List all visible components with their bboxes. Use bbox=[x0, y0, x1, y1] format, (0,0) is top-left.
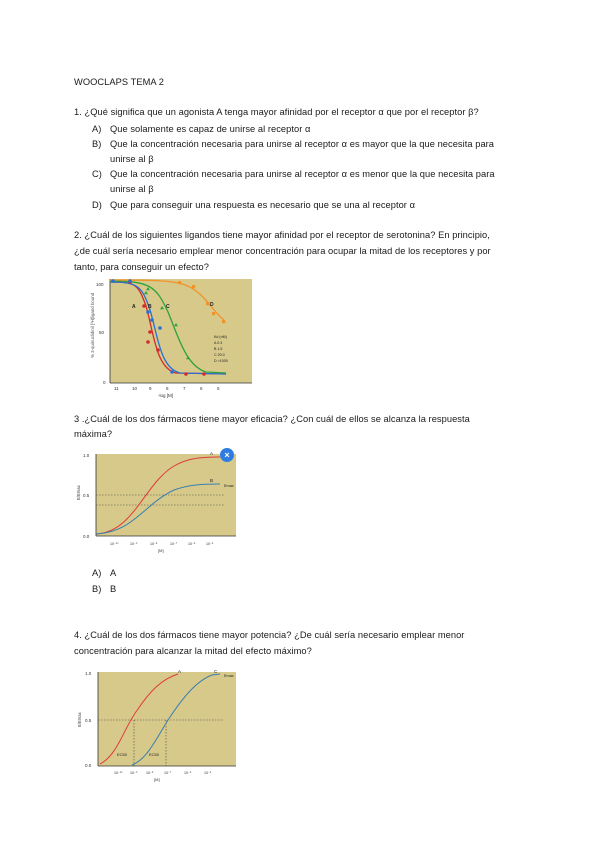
curve-label-b: B bbox=[210, 478, 214, 483]
question-2-line-3: tanto, para conseguir un efecto? bbox=[74, 262, 209, 272]
emax-label: Emax bbox=[224, 674, 234, 678]
x-tick: 6 bbox=[200, 386, 203, 391]
question-3-line-1: 3 .¿Cuál de los dos fármacos tiene mayor eficacia? ¿Con cuál de ellos se alcanza la respuesta bbox=[74, 414, 470, 424]
x-axis-label: [M] bbox=[158, 548, 164, 553]
x-tick: 10⁻⁶ bbox=[184, 771, 192, 775]
y-tick: 1.0 bbox=[83, 453, 90, 458]
x-tick: 9 bbox=[149, 386, 152, 391]
x-tick: 10⁻⁹ bbox=[130, 771, 138, 775]
question-4-line-2: concentración para alcanzar la mitad del efecto máximo? bbox=[74, 646, 312, 656]
plot-background bbox=[110, 279, 252, 383]
x-tick: 10⁻⁸ bbox=[150, 542, 158, 546]
q1-option-d-text[interactable]: Que para conseguir una respuesta es necesario que se una al receptor α bbox=[110, 200, 416, 210]
y-tick: 1.0 bbox=[85, 671, 92, 676]
y-tick-50: 50 bbox=[99, 330, 105, 335]
q3-option-a-letter: A) bbox=[92, 568, 102, 578]
ec50-label-c: EC50 bbox=[149, 752, 160, 757]
x-tick: 11 bbox=[114, 386, 119, 391]
potency-curves-figure bbox=[74, 663, 240, 785]
doc-title: WOOCLAPS TEMA 2 bbox=[74, 77, 164, 87]
x-tick: 5 bbox=[217, 386, 220, 391]
q3-option-b-text[interactable]: B bbox=[110, 584, 117, 594]
x-tick: 10 bbox=[132, 386, 138, 391]
y-axis-label: % 3-quinuclidinil [³H]ligand bound bbox=[90, 292, 95, 358]
efficacy-curves-figure bbox=[74, 444, 240, 558]
q1-option-c-letter: C) bbox=[92, 169, 102, 179]
curve-label-d: D bbox=[210, 302, 214, 308]
q3-option-b-letter: B) bbox=[92, 584, 102, 594]
curve-label-a: A bbox=[132, 304, 136, 310]
x-tick: 10⁻⁹ bbox=[130, 542, 138, 546]
curve-label-c: C bbox=[166, 304, 170, 310]
legend-title: Kd (nM) bbox=[214, 335, 227, 339]
question-2-line-1: 2. ¿Cuál de los siguientes ligandos tiene mayor afinidad por el receptor de serotonina? En principio, bbox=[74, 230, 490, 240]
legend-entry: C 20.0 bbox=[214, 353, 225, 357]
curve-label-a: A bbox=[178, 669, 182, 674]
x-tick: 10⁻¹⁰ bbox=[114, 771, 123, 775]
q1-option-c-text-cont[interactable]: unirse al β bbox=[110, 184, 154, 194]
q1-option-d-letter: D) bbox=[92, 200, 102, 210]
close-icon-glyph: × bbox=[224, 450, 230, 460]
x-axis-label: -log [M] bbox=[158, 393, 174, 398]
q1-option-c-text[interactable]: Que la concentración necesaria para unirse al receptor α es menor que la que necesita para bbox=[110, 169, 495, 179]
x-tick: 10⁻¹⁰ bbox=[110, 542, 119, 546]
y-tick: 0.0 bbox=[85, 763, 92, 768]
x-tick: 10⁻⁷ bbox=[170, 542, 178, 546]
legend-entry: B 1.5 bbox=[214, 347, 223, 351]
curve-label-a: A bbox=[210, 451, 214, 456]
question-1-text: 1. ¿Qué significa que un agonista A tenga mayor afinidad por el receptor α que por el receptor β? bbox=[74, 107, 479, 117]
question-2-line-2: ¿de cuál sería necesario emplear menor concentración para ocupar la mitad de los receptores y por bbox=[74, 246, 491, 256]
curve-label-c: C bbox=[214, 669, 218, 674]
ec50-label-a: EC50 bbox=[117, 752, 128, 757]
curve-label-b: B bbox=[148, 304, 152, 310]
y-tick-100: 100 bbox=[96, 282, 104, 287]
emax-label: Emax bbox=[224, 484, 234, 488]
y-tick: 0.5 bbox=[85, 718, 92, 723]
legend-entry: D >1000 bbox=[214, 359, 228, 363]
legend-entry: A 0.3 bbox=[214, 341, 223, 345]
x-tick: 10⁻⁷ bbox=[164, 771, 172, 775]
x-axis-label: [M] bbox=[154, 777, 160, 782]
y-axis-label: E/Emax bbox=[77, 712, 82, 727]
q3-option-a-text[interactable]: A bbox=[110, 568, 117, 578]
x-tick: 7 bbox=[183, 386, 186, 391]
x-tick: 10⁻⁸ bbox=[146, 771, 154, 775]
q1-option-b-letter: B) bbox=[92, 139, 102, 149]
x-tick: 10⁻⁵ bbox=[204, 771, 212, 775]
q1-option-a-letter: A) bbox=[92, 124, 102, 134]
q1-option-b-text[interactable]: Que la concentración necesaria para unirse al receptor α es mayor que la que necesita para bbox=[110, 139, 495, 149]
q1-option-a-text[interactable]: Que solamente es capaz de unirse al receptor α bbox=[110, 124, 311, 134]
question-3-line-2: máxima? bbox=[74, 429, 113, 439]
y-tick-0: 0 bbox=[103, 380, 106, 385]
y-axis-label: E/Emax bbox=[76, 485, 81, 500]
binding-curves-figure bbox=[86, 276, 254, 398]
x-tick: 8 bbox=[166, 386, 169, 391]
x-tick: 10⁻⁵ bbox=[206, 542, 214, 546]
y-tick: 0.5 bbox=[83, 493, 90, 498]
y-tick: 0.0 bbox=[83, 534, 90, 539]
question-4-line-1: 4. ¿Cuál de los dos fármacos tiene mayor potencia? ¿De cuál sería necesario emplear menor bbox=[74, 630, 465, 640]
x-tick: 10⁻⁶ bbox=[188, 542, 196, 546]
q1-option-b-text-cont[interactable]: unirse al β bbox=[110, 154, 154, 164]
